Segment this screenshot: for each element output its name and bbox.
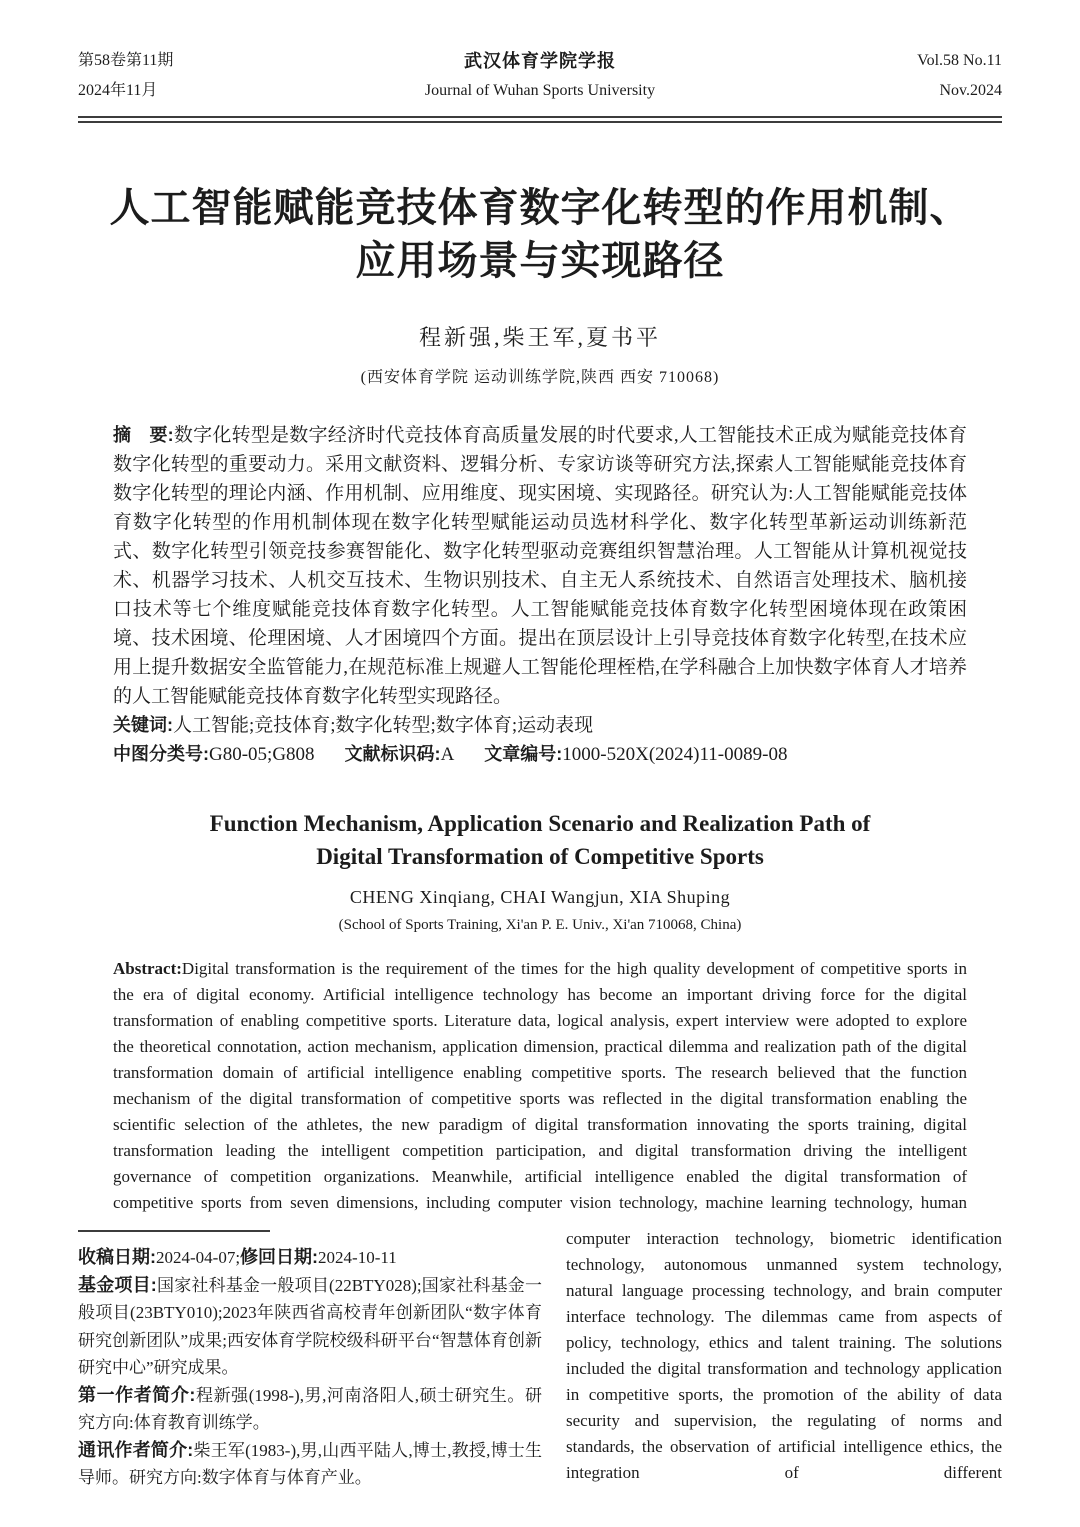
doc-code-value: A (440, 744, 455, 765)
abstract-en-continuation-column (566, 1222, 1002, 1492)
abstract-en-block (113, 956, 967, 1216)
article-title-en (78, 807, 1002, 873)
header-left (78, 46, 278, 106)
article-id-label: 文章编号: (484, 744, 563, 764)
keywords-text: 人工智能;竞技体育;数字化转型;数字体育;运动表现 (173, 715, 594, 736)
abstract-en-main: Digital transformation is the requirement of the times for the high quality development of competitive sports in the era of digital economy. Artificial intelligence technology has become an important driving force for the digital transformation of enabling competitive sports. Literature data, logical analysis, expert interview were adopted to explore the theoretical connotation, action mechanism, application dimension, practical dilemma and realization path of the digital transformation domain of artificial intelligence enabling competitive sports. The research believed that the function mechanism of the digital transformation of competitive sports was reflected in the digital transformation enabling the scientific selection of the athletes, the new paradigm of digital transformation innovating the sports training, digital transformation leading the intelligent competition participation, and digital transformation driving the intelligent governance of competition organizations. Meanwhile, artificial intelligence enabled the digital transformation of competitive sports from seven dimensions, including computer vision technology, machine learning technology, human (113, 959, 967, 1212)
footnote-block (78, 1244, 542, 1492)
article-id-value: 1000-520X(2024)11-0089-08 (562, 744, 788, 765)
article-title-cn-line1: 人工智能赋能竞技体育数字化转型的作用机制、 (109, 185, 971, 230)
fund-label: 基金项目: (78, 1274, 157, 1295)
meta-line (113, 740, 967, 769)
footnote-fund (78, 1272, 542, 1382)
first-author-text: 程新强(1998-),男,河南洛阳人,硕士研究生。研究方向:体育教育训练学。 (78, 1385, 542, 1432)
date-en: Nov.2024 (939, 82, 1002, 99)
date-cn: 2024年11月 (78, 82, 158, 99)
abstract-en-continuation: computer interaction technology, biometric identification technology, autonomous unmanned system technology, natural language processing technology, and brain computer interface technology. The dilemmas came from aspects of policy, technology, ethics and talent training. The solutions included the digital transformation and technology application in competitive sports, the promotion of the ability of data security and supervision, the regulating of norms and standards, the observation of artificial intelligence ethics, the integration of different (566, 1229, 1002, 1482)
abstract-cn-paragraph (113, 421, 967, 711)
authors-en: CHENG Xinqiang, CHAI Wangjun, XIA Shuping (349, 887, 731, 907)
abstract-en-label: Abstract: (113, 959, 182, 978)
first-author-label: 第一作者简介: (78, 1384, 196, 1405)
footnote-first-author (78, 1382, 542, 1437)
authors-cn: 程新强,柴王军,夏书平 (418, 325, 661, 350)
header-double-rule (78, 116, 1002, 123)
journal-title-cn: 武汉体育学院学报 (464, 51, 616, 71)
affiliation-cn: (西安体育学院 运动训练学院,陕西 西安 710068) (360, 369, 720, 386)
bottom-columns (78, 1222, 1002, 1492)
affiliation-en: (School of Sports Training, Xi'an P. E. Univ., Xi'an 710068, China) (338, 917, 742, 933)
footnote-dates (78, 1244, 542, 1272)
article-title-cn-line2: 应用场景与实现路径 (355, 238, 725, 283)
revised-value: 2024-10-11 (318, 1248, 397, 1267)
abstract-en-paragraph (113, 956, 967, 1216)
footnote-column (78, 1222, 542, 1492)
keywords-label: 关键词: (113, 715, 173, 735)
clc-value: G80-05;G808 (209, 744, 315, 765)
abstract-cn-text: 数字化转型是数字经济时代竞技体育高质量发展的时代要求,人工智能技术正成为赋能竞技体育数字化转型的重要动力。采用文献资料、逻辑分析、专家访谈等研究方法,探索人工智能赋能竞技体育数字化转型的理论内涵、作用机制、应用维度、现实困境、实现路径。研究认为:人工智能赋能竞技体育数字化转型的作用机制体现在数字化转型赋能运动员选材科学化、数字化转型革新运动训练新范式、数字化转型引领竞技参赛智能化、数字化转型驱动竞赛组织智慧治理。人工智能从计算机视觉技术、机器学习技术、人机交互技术、生物识别技术、自主无人系统技术、自然语言处理技术、脑机接口技术等七个维度赋能竞技体育数字化转型。人工智能赋能竞技体育数字化转型困境体现在政策困境、技术困境、伦理困境、人才困境四个方面。提出在顶层设计上引导竞技体育数字化转型,在技术应用上提升数据安全监管能力,在规范标准上规避人工智能伦理桎梏,在学科融合上加快数字体育人才培养的人工智能赋能竞技体育数字化转型实现路径。 (113, 425, 967, 707)
received-label: 收稿日期: (78, 1247, 156, 1267)
corresponding-text: 柴王军(1983-),男,山西平陆人,博士,教授,博士生导师。研究方向:数字体育与体育产业。 (78, 1440, 542, 1487)
article-title-en-line1: Function Mechanism, Application Scenario and Realization Path of (209, 811, 871, 836)
revised-label: 修回日期: (240, 1247, 319, 1267)
volume-issue-en: Vol.58 No.11 (917, 52, 1002, 69)
doc-code-label: 文献标识码: (344, 744, 441, 764)
corresponding-label: 通讯作者简介: (78, 1439, 194, 1460)
abstract-cn-label: 摘 要: (113, 425, 174, 445)
journal-header (78, 46, 1002, 106)
header-right (802, 46, 1002, 106)
received-value: 2024-04-07; (156, 1248, 241, 1267)
abstract-cn-block (113, 421, 967, 769)
header-center (278, 46, 802, 106)
volume-issue-cn: 第58卷第11期 (78, 52, 174, 69)
clc-label: 中图分类号: (113, 744, 209, 764)
footnote-corresponding (78, 1437, 542, 1492)
journal-title-en: Journal of Wuhan Sports University (424, 82, 656, 99)
article-title-cn (78, 181, 1002, 287)
keywords-line (113, 711, 967, 740)
fund-text: 国家社科基金一般项目(22BTY028);国家社科基金一般项目(23BTY010);2023年陕西省高校青年创新团队“数字体育研究创新团队”成果;西安体育学院校级科研平台“智慧体育创新研究中心”研究成果。 (78, 1275, 543, 1377)
footnote-separator (78, 1230, 270, 1232)
article-title-en-line2: Digital Transformation of Competitive Sports (316, 844, 764, 869)
